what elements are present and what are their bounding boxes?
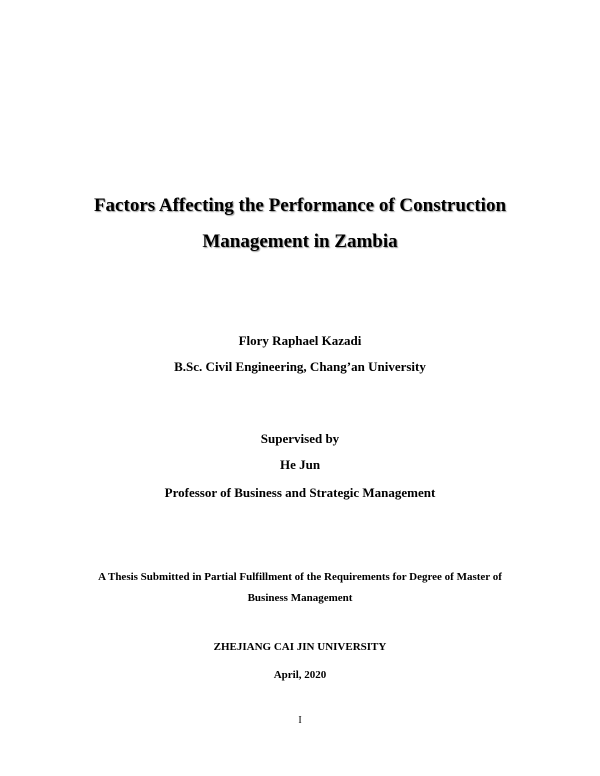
institution-name: ZHEJIANG CAI JIN UNIVERSITY bbox=[213, 641, 387, 653]
supervisor-position: Professor of Business and Strategic Management bbox=[164, 485, 436, 500]
submission-statement-line-1: A Thesis Submitted in Partial Fulfillment of the Requirements for Degree of Master of bbox=[98, 571, 502, 583]
submission-date: April, 2020 bbox=[273, 669, 327, 681]
thesis-title-line-2: Management in Zambia bbox=[202, 231, 398, 252]
page-number: I bbox=[298, 715, 302, 726]
submission-statement-line-2: Business Management bbox=[247, 592, 353, 604]
supervised-by-heading: Supervised by bbox=[260, 431, 340, 446]
author-degree: B.Sc. Civil Engineering, Chang’an University bbox=[174, 359, 426, 374]
author-name: Flory Raphael Kazadi bbox=[238, 333, 362, 348]
supervisor-name: He Jun bbox=[279, 457, 321, 472]
thesis-title-line-1: Factors Affecting the Performance of Construction bbox=[93, 195, 507, 216]
